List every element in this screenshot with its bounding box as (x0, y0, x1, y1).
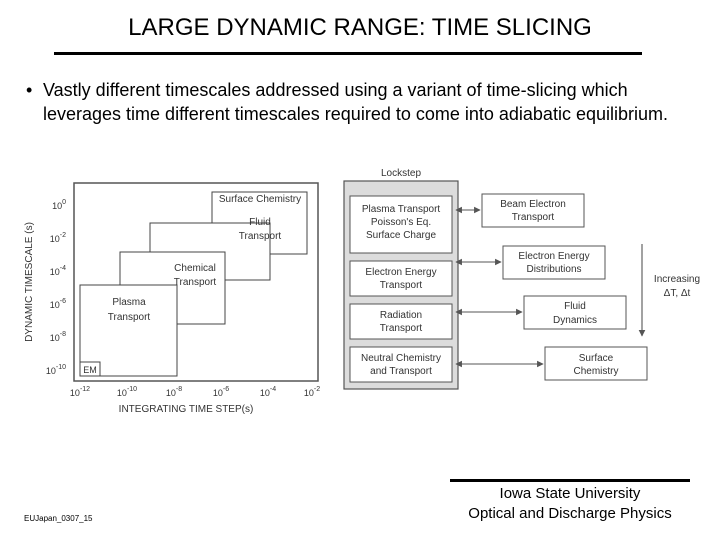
module-label-line: Chemistry (573, 366, 619, 377)
region-label-chemical-transport-1: Chemical (174, 263, 216, 274)
footer-rule (450, 479, 690, 482)
module-label-line: Poisson's Eq. (370, 217, 432, 228)
institution-name: Iowa State University (499, 485, 641, 502)
x-tick-label: $10^{-12}$ (69, 386, 91, 398)
x-tick-label: $10^{-8}$ (165, 386, 183, 398)
module-label-line: Distributions (526, 264, 582, 275)
lockstep-label: Lockstep (380, 168, 422, 179)
module-label-line: Transport (379, 280, 423, 291)
region-label-em: EM (83, 365, 97, 375)
module-label-line: Beam Electron (500, 199, 566, 210)
module-label-line: Dynamics (553, 315, 597, 326)
x-tick-labels (70, 386, 320, 398)
x-tick-label: $10^{-10}$ (116, 386, 138, 398)
module-label-line: Fluid (564, 301, 586, 312)
module-label-line: Neutral Chemistry (360, 353, 442, 364)
x-tick-label: $10^{-6}$ (212, 386, 230, 398)
y-tick-label: $10^0$ (52, 199, 66, 211)
region-label-chemical-transport-2: Transport (173, 277, 217, 288)
y-tick-label: $10^{-4}$ (49, 265, 66, 277)
region-label-fluid-transport-1: Fluid (249, 217, 271, 228)
y-axis-label: DYNAMIC TIMESCALE (s) (24, 222, 35, 342)
time-slicing-flow-diagram (344, 168, 700, 389)
increasing-label-line1: Increasing (653, 274, 701, 285)
region-label-plasma-transport-2: Transport (107, 312, 151, 323)
y-tick-labels (46, 199, 66, 376)
module-label-line: Transport (379, 323, 423, 334)
region-label-surface-chemistry: Surface Chemistry (218, 194, 302, 205)
module-label-line: Plasma Transport (361, 204, 441, 215)
region-label-fluid-transport-2: Transport (238, 231, 282, 242)
module-label-line: Surface (578, 353, 614, 364)
y-tick-label: $10^{-10}$ (45, 364, 66, 376)
y-tick-label: $10^{-2}$ (49, 232, 66, 244)
module-label-line: Transport (511, 212, 555, 223)
timescale-plot (24, 183, 320, 415)
module-label-line: and Transport (370, 366, 432, 377)
region-label-plasma-transport-1: Plasma (112, 297, 146, 308)
slide-id: EUJapan_0307_15 (24, 514, 93, 523)
x-tick-label: $10^{-2}$ (303, 386, 321, 398)
group-name: Optical and Discharge Physics (468, 505, 672, 522)
y-tick-label: $10^{-8}$ (49, 331, 66, 343)
module-label-line: Radiation (379, 310, 423, 321)
bullet-text: Vastly different timescales addressed using a variant of time-slicing which leverages time different timescales required to come into adiabatic equilibrium. (43, 80, 668, 124)
institution-block (440, 484, 700, 524)
module-label-line: Electron Energy (365, 267, 437, 278)
x-axis-label: INTEGRATING TIME STEP(s) (118, 404, 254, 415)
module-label-line: Surface Charge (365, 230, 437, 241)
x-tick-label: $10^{-4}$ (259, 386, 277, 398)
module-label-line: Electron Energy (518, 251, 590, 262)
slide-title: LARGE DYNAMIC RANGE: TIME SLICING (128, 14, 592, 41)
increasing-label-line2: ΔT, Δt (663, 288, 691, 299)
bullet-symbol: • (26, 80, 33, 100)
y-tick-label: $10^{-6}$ (49, 298, 66, 310)
